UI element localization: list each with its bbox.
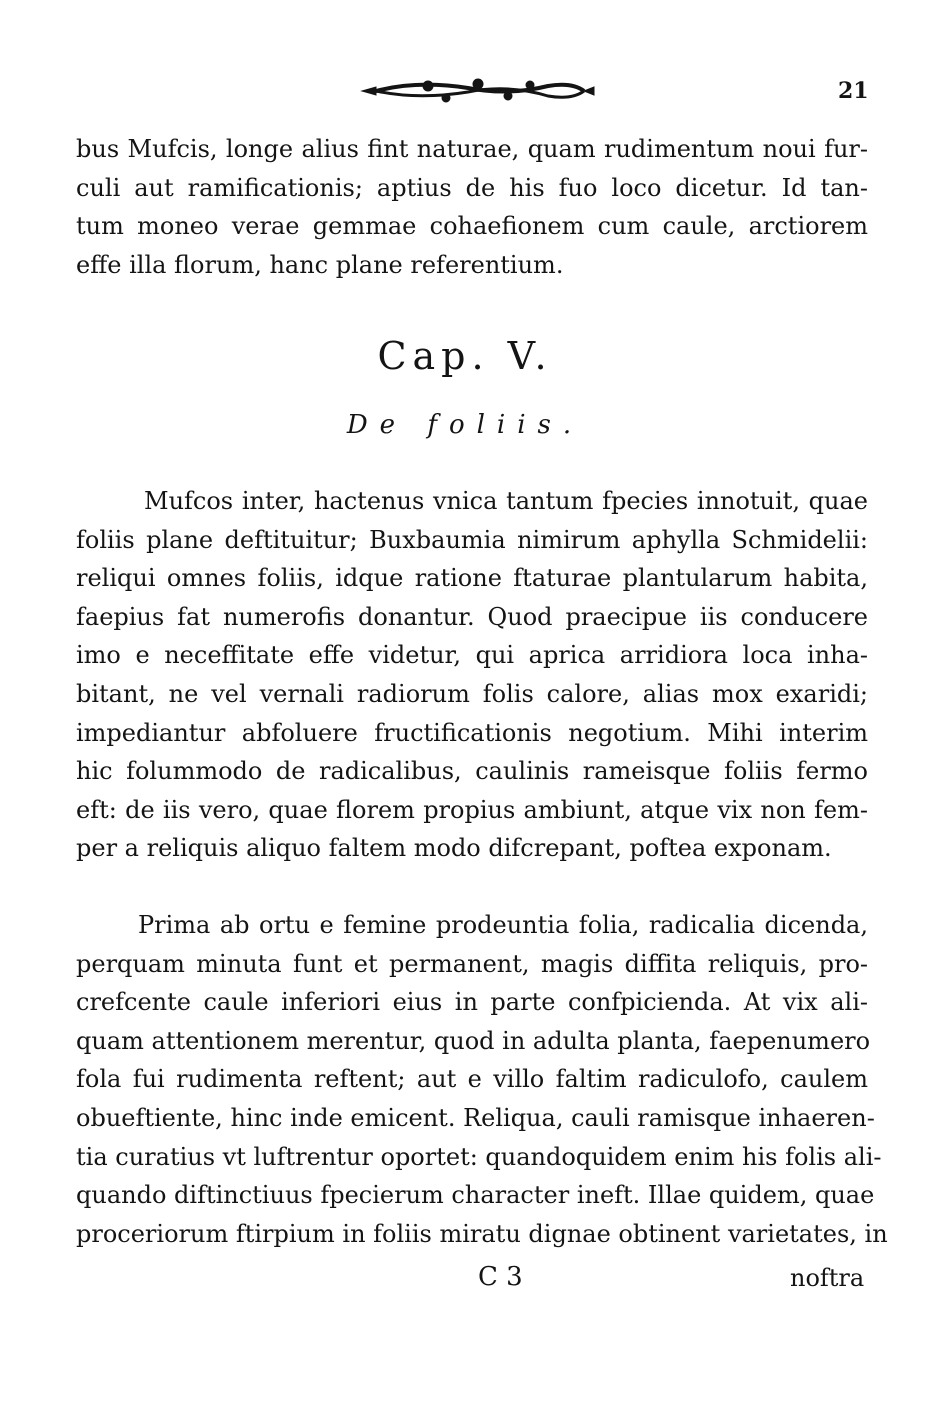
text-line: proceriorum ftirpium in foliis miratu dignae obtinent varietates, in <box>76 1219 888 1248</box>
text-line: foliis plane deftituitur; Buxbaumia nimirum aphylla Schmidelii: <box>76 525 868 554</box>
chapter-subtitle: De foliis. <box>346 410 584 440</box>
text-line: Prima ab ortu e femine prodeuntia folia, radicalia dicenda, <box>138 911 868 939</box>
text-line: crefcente caule inferiori eius in parte confpicienda. At vix ali- <box>76 988 868 1017</box>
text-line: quando diftinctiuus fpecierum character ineft. Illae quidem, quae <box>76 1181 875 1210</box>
text-line: tum moneo verae gemmae cohaefionem cum caule, arctiorem <box>76 212 868 241</box>
catchword: noftra <box>790 1264 865 1292</box>
text-line: fola fui rudimenta reftent; aut e villo faltim radiculofo, caulem <box>76 1065 868 1094</box>
text-line: bitant, ne vel vernali radiorum folis calore, alias mox exaridi; <box>76 679 868 708</box>
text-line: Mufcos inter, hactenus vnica tantum fpecies innotuit, quae <box>144 487 868 515</box>
text-line: culi aut ramificationis; aptius de his fuo loco dicetur. Id tan- <box>76 173 868 202</box>
text-line: reliqui omnes foliis, idque ratione ftaturae plantularum habita, <box>76 564 868 593</box>
chapter-title: Cap. V. <box>377 334 553 378</box>
text-line: imo e neceffitate effe videtur, qui aprica arridiora loca inha- <box>76 641 868 670</box>
text-line: per a reliquis aliquo faltem modo difcrepant, poftea exponam. <box>76 834 832 863</box>
paragraph-intro <box>76 482 868 868</box>
text-line: quam attentionem merentur, quod in adulta planta, faepenumero <box>76 1026 871 1055</box>
text-line: faepius fat numerofis donantur. Quod praecipue iis conducere <box>76 602 868 631</box>
paragraph-radicalia <box>76 906 888 1253</box>
header-ornament <box>358 76 596 106</box>
text-line: perquam minuta funt et permanent, magis diffita reliquis, pro- <box>76 949 868 978</box>
text-line: obueftiente, hinc inde emicent. Reliqua, cauli ramisque inhaeren- <box>76 1103 875 1132</box>
signature-mark: C 3 <box>478 1262 523 1292</box>
text-line: tia curatius vt luftrentur oportet: quandoquidem enim his folis ali- <box>76 1142 882 1171</box>
page-number: 21 <box>838 78 869 104</box>
text-line: eft: de iis vero, quae florem propius ambiunt, atque vix non fem- <box>76 795 868 824</box>
text-line: bus Mufcis, longe alius fint naturae, quam rudimentum noui fur- <box>76 135 868 163</box>
text-line: impediantur abfoluere fructificationis negotium. Mihi interim <box>76 718 868 747</box>
paragraph-continuation <box>76 130 868 284</box>
text-line: hic folummodo de radicalibus, caulinis rameisque foliis fermo <box>76 757 868 786</box>
text-line: effe illa florum, hanc plane referentium. <box>76 250 564 279</box>
